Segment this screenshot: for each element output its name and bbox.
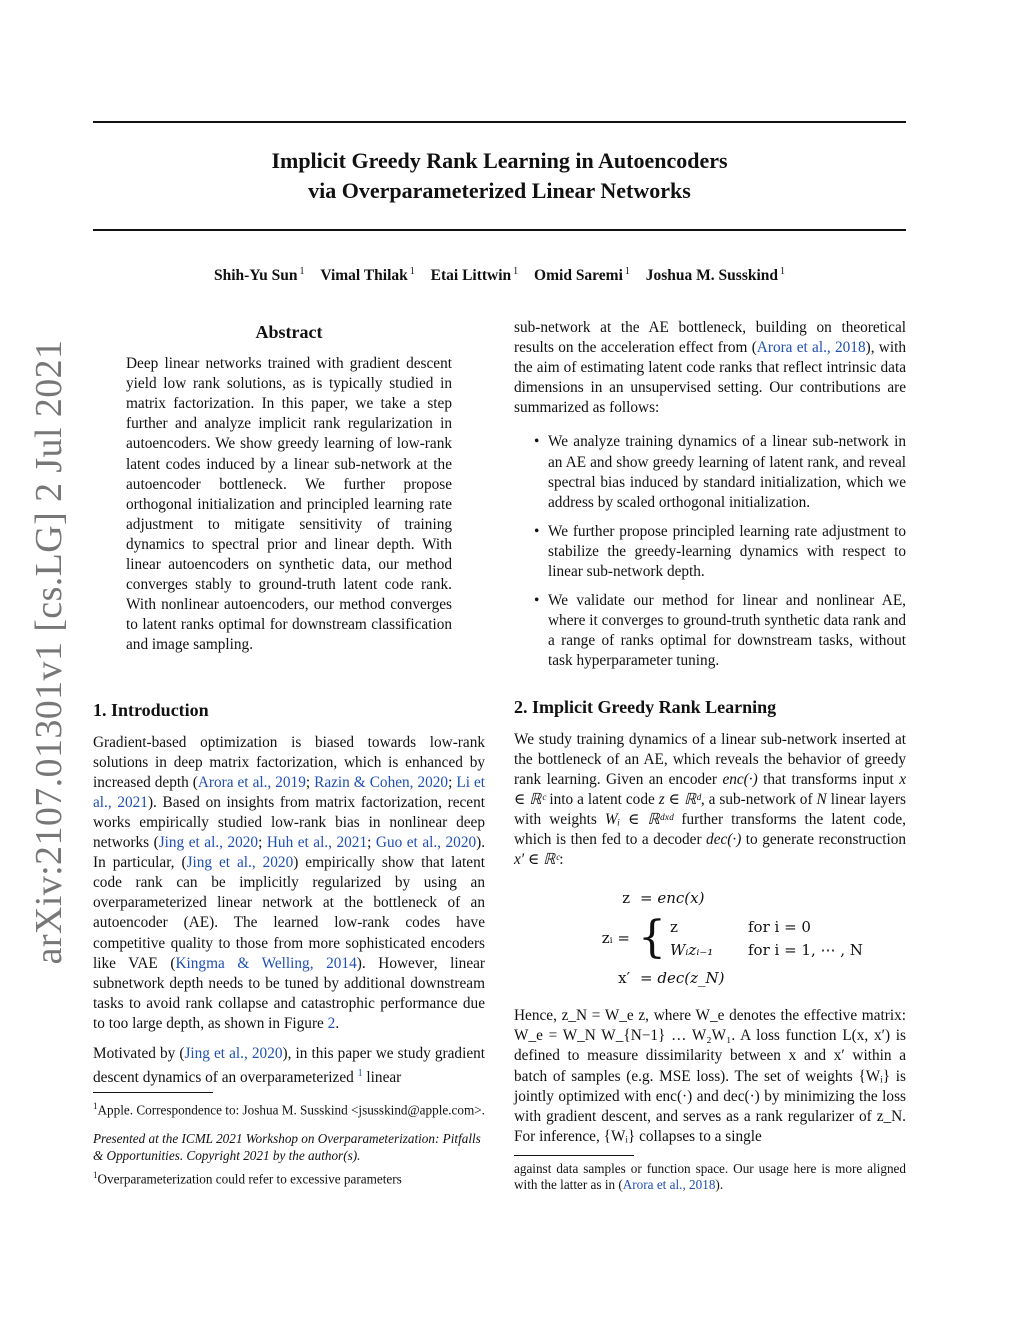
equation-rhs: = dec(z_N) xyxy=(640,969,725,988)
left-column xyxy=(93,318,485,1188)
footnote-link[interactable]: 1 xyxy=(357,1068,363,1080)
citation-link[interactable]: Arora et al., 2018 xyxy=(756,339,866,357)
author-name: Omid Saremi xyxy=(534,267,623,284)
citation-link[interactable]: Arora et al., 2019 xyxy=(197,773,306,791)
section-2-paragraph-2: Hence, z_N = W_e z, where W_e denotes the effective matrix: W_e = W_N W_{N−1} … W₂W₁. A loss function L(x, x′) is defined to measure dissimilarity between x and x′ within a batch of samples (e.g. MSE loss). The set of weights {Wᵢ} is jointly optimized with enc(·) and dec(·) by minimizing the loss with gradient descent, and serves as a rank regularizer of z_N. For inference, {Wᵢ} collapses to a single xyxy=(514,1007,906,1145)
citation-link[interactable]: Guo et al., 2020 xyxy=(375,834,477,852)
brace-symbol: { xyxy=(638,912,666,964)
author-list xyxy=(93,266,906,285)
author-affiliation-mark: 1 xyxy=(780,266,786,277)
paper-title-line-1: Implicit Greedy Rank Learning in Autoencoders xyxy=(271,148,728,173)
author xyxy=(431,267,519,284)
paper-title-line-2: via Overparameterized Linear Networks xyxy=(308,178,691,203)
author xyxy=(534,267,630,284)
abstract-heading: Abstract xyxy=(255,322,323,342)
contributions-list xyxy=(514,432,906,671)
equation-lhs: x′ xyxy=(618,969,630,988)
author-name: Joshua M. Susskind xyxy=(645,267,779,284)
author-name: Vimal Thilak xyxy=(320,267,408,284)
author-name: Etai Littwin xyxy=(430,267,512,284)
contribution-item: • We further propose principled learning rate adjustment to stabilize the greedy-learning dynamics with respect to linear sub-network depth. xyxy=(548,522,906,582)
case-condition: for i = 0 xyxy=(748,917,811,936)
section-2-heading: 2. Implicit Greedy Rank Learning xyxy=(514,696,777,717)
citation-link[interactable]: Jing et al., 2020 xyxy=(186,854,294,872)
arxiv-side-label: arXiv:2107.01301v1 [cs.LG] 2 Jul 2021 xyxy=(28,339,70,965)
equation-rhs: = enc(x) xyxy=(640,889,705,908)
citation-link[interactable]: Jing et al., 2020 xyxy=(184,1045,283,1062)
equation-block xyxy=(514,886,906,990)
title-rule-bottom xyxy=(93,229,906,231)
citation-link[interactable]: Arora et al., 2018 xyxy=(622,1177,716,1193)
citation-link[interactable]: Kingma & Welling, 2014 xyxy=(175,954,357,972)
figure-reference-link[interactable]: 2 xyxy=(327,1014,336,1032)
citation-link[interactable]: Razin & Cohen, 2020 xyxy=(314,773,449,791)
abstract-text: Deep linear networks trained with gradient descent yield low rank solutions, as is typically studied in matrix factorization. In this paper, we take a step further and analyze implicit rank regularization in autoencoders. We show greedy learning of low-rank latent codes induced by a linear sub-network at the autoencoder bottleneck. We further propose orthogonal initialization and principled learning rate adjustment to mitigate sensitivity of training dynamics to spectral prior and linear depth. With linear autoencoders on synthetic data, our method converges stably to ground-truth latent code rank. With nonlinear autoencoders, our method converges to latent ranks optimal for downstream classification and image sampling. xyxy=(126,355,452,654)
right-column xyxy=(514,318,906,1194)
footnote-rule xyxy=(93,1092,213,1093)
author-affiliation-mark: 1 xyxy=(409,266,415,277)
citation-link[interactable]: Li et al., 2021 xyxy=(93,773,485,811)
affiliation-footnote: $^1$Apple. Correspondence to: Joshua M. Susskind <jsusskind@apple.com>. xyxy=(93,1101,485,1118)
footnote-1: $^1$Overparameterization could refer to excessive parameters xyxy=(93,1170,402,1187)
section-2-paragraph-1: We study training dynamics of a linear sub-network inserted at the bottleneck of an AE, which reveals the behavior of greedy rank learning. Given an encoder enc(·) that transforms input x ∈ ℝᶜ into a latent code z ∈ ℝᵈ, a sub-network of N linear layers with weights Wᵢ ∈ ℝᵈˣᵈ further transforms the latent code, which is then fed to a decoder dec(·) to generate reconstruction x′ ∈ ℝᶜ: xyxy=(514,730,907,869)
equation-lhs: zᵢ = xyxy=(601,929,630,948)
title-rule-top xyxy=(93,121,906,123)
citation-link[interactable]: Huh et al., 2021 xyxy=(266,834,368,852)
author xyxy=(320,267,414,284)
venue-note: Presented at the ICML 2021 Workshop on Overparameterization: Pitfalls & Opportunities. Copyright 2021 by the author(s). xyxy=(93,1131,481,1163)
footnote-rule xyxy=(514,1155,634,1156)
intro-heading: 1. Introduction xyxy=(93,699,209,720)
intro-paragraph-1: Gradient-based optimization is biased towards low-rank solutions in deep matrix factorization, which is enhanced by increased depth (Arora et al., 2019; Razin & Cohen, 2020; Li et al., 2021). Based on insights from matrix factorization, recent works empirically studied low-rank bias in nonlinear deep networks (Jing et al., 2020; Huh et al., 2021; Guo et al., 2020). In particular, (Jing et al., 2020) empirically show that latent code rank can be implicitly regularized by using an overparameterized linear network at the bottleneck of an autoencoder (AE). The learned low-rank codes have competitive quality to those from more sophisticated encoders like VAE (Kingma & Welling, 2014). However, linear subnetwork depth needs to be tuned by additional downstream tasks to avoid rank collapse and catastrophic performance due to too large depth, as shown in Figure 2. xyxy=(93,733,486,1032)
author-affiliation-mark: 1 xyxy=(299,266,305,277)
author xyxy=(646,267,785,284)
case-expression: z xyxy=(670,917,678,936)
footnote-1-continued: against data samples or function space. Our usage here is more aligned with the latter as in (Arora et al., 2018). xyxy=(514,1160,906,1193)
author-affiliation-mark: 1 xyxy=(624,266,630,277)
case-expression: Wᵢzᵢ₋₁ xyxy=(670,940,714,959)
contributions-intro: sub-network at the AE bottleneck, building on theoretical results on the acceleration effect from (Arora et al., 2018), with the aim of estimating latent code ranks that reflect intrinsic data dimensions in an unsupervised setting. Our contributions are summarized as follows: xyxy=(514,319,906,417)
intro-paragraph-2: Motivated by (Jing et al., 2020), in this paper we study gradient descent dynamics of an overparameterized $^1$ linear xyxy=(93,1045,486,1087)
contribution-item: • We analyze training dynamics of a linear sub-network in an AE and show greedy learning of latent rank, and reveal spectral bias induced by standard initialization, which we address by scaled orthogonal initialization. xyxy=(548,432,906,512)
contribution-item: • We validate our method for linear and nonlinear AE, where it converges to ground-truth synthetic data rank and a range of ranks optimal for downstream tasks, without task hyperparameter tuning. xyxy=(548,591,906,671)
equation-lhs: z xyxy=(622,889,630,908)
author-affiliation-mark: 1 xyxy=(513,266,519,277)
citation-link[interactable]: Jing et al., 2020 xyxy=(158,834,259,852)
author-name: Shih-Yu Sun xyxy=(213,267,298,284)
author xyxy=(214,267,304,284)
case-condition: for i = 1, ⋯ , N xyxy=(748,940,863,959)
